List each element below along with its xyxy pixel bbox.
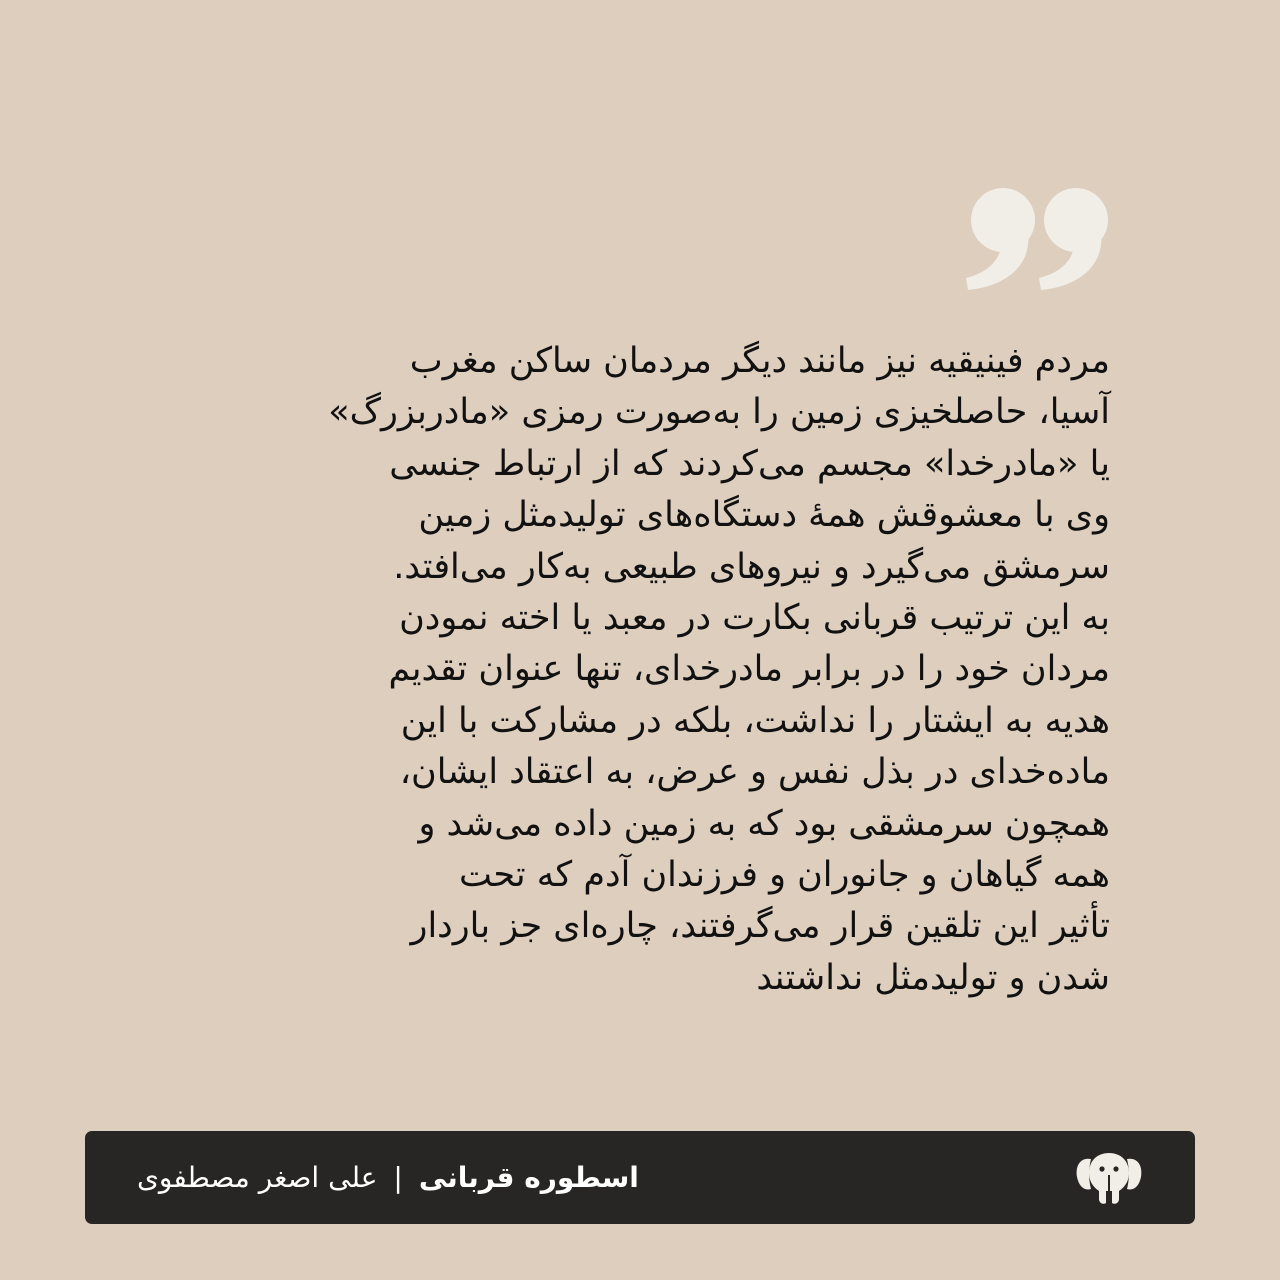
quote-line: تأثیر این تلقین قرار می‌گرفتند، چاره‌ای جز باردار bbox=[410, 906, 1110, 947]
author-name: علی اصغر مصطفوی bbox=[137, 1161, 378, 1194]
quote-line: همه گیاهان و جانوران و فرزندان آدم که تحت bbox=[458, 855, 1110, 896]
closing-quote-icon bbox=[962, 186, 1114, 296]
quote-line: آسیا، حاصلخیزی زمین را به‌صورت رمزی «مادربزرگ» bbox=[328, 392, 1110, 433]
quote-line: مردان خود را در برابر مادرخدای، تنها عنوان تقدیم bbox=[388, 649, 1110, 690]
footer-bar bbox=[85, 1131, 1195, 1224]
quote-line: همچون سرمشقی بود که به زمین داده می‌شد و bbox=[418, 803, 1110, 844]
quote-text bbox=[180, 336, 1110, 1004]
quote-line: هدیه به ایشتار را نداشت، بلکه در مشارکت با این bbox=[400, 700, 1110, 741]
quote-line: شدن و تولیدمثل نداشتند bbox=[756, 957, 1110, 998]
credit-separator: | bbox=[393, 1161, 403, 1194]
quote-line: یا «مادرخدا» مجسم می‌کردند که از ارتباط جنسی bbox=[389, 443, 1110, 484]
book-credit bbox=[137, 1131, 639, 1224]
quote-line: سرمشق می‌گیرد و نیروهای طبیعی به‌کار می‌افتد. bbox=[393, 546, 1110, 587]
book-title: اسطوره قربانی bbox=[418, 1161, 639, 1194]
quote-line: به این ترتیب قربانی بکارت در معبد یا اخته نمودن bbox=[399, 598, 1110, 639]
quote-line: مردم فینیقیه نیز مانند دیگر مردمان ساکن مغرب bbox=[409, 341, 1110, 381]
elephant-logo-icon bbox=[1075, 1147, 1143, 1207]
quote-line: وی با معشوقش همهٔ دستگاه‌های تولیدمثل زمین bbox=[418, 495, 1110, 536]
quote-line: ماده‌خدای در بذل نفس و عرض، به اعتقاد ایشان، bbox=[399, 752, 1110, 793]
